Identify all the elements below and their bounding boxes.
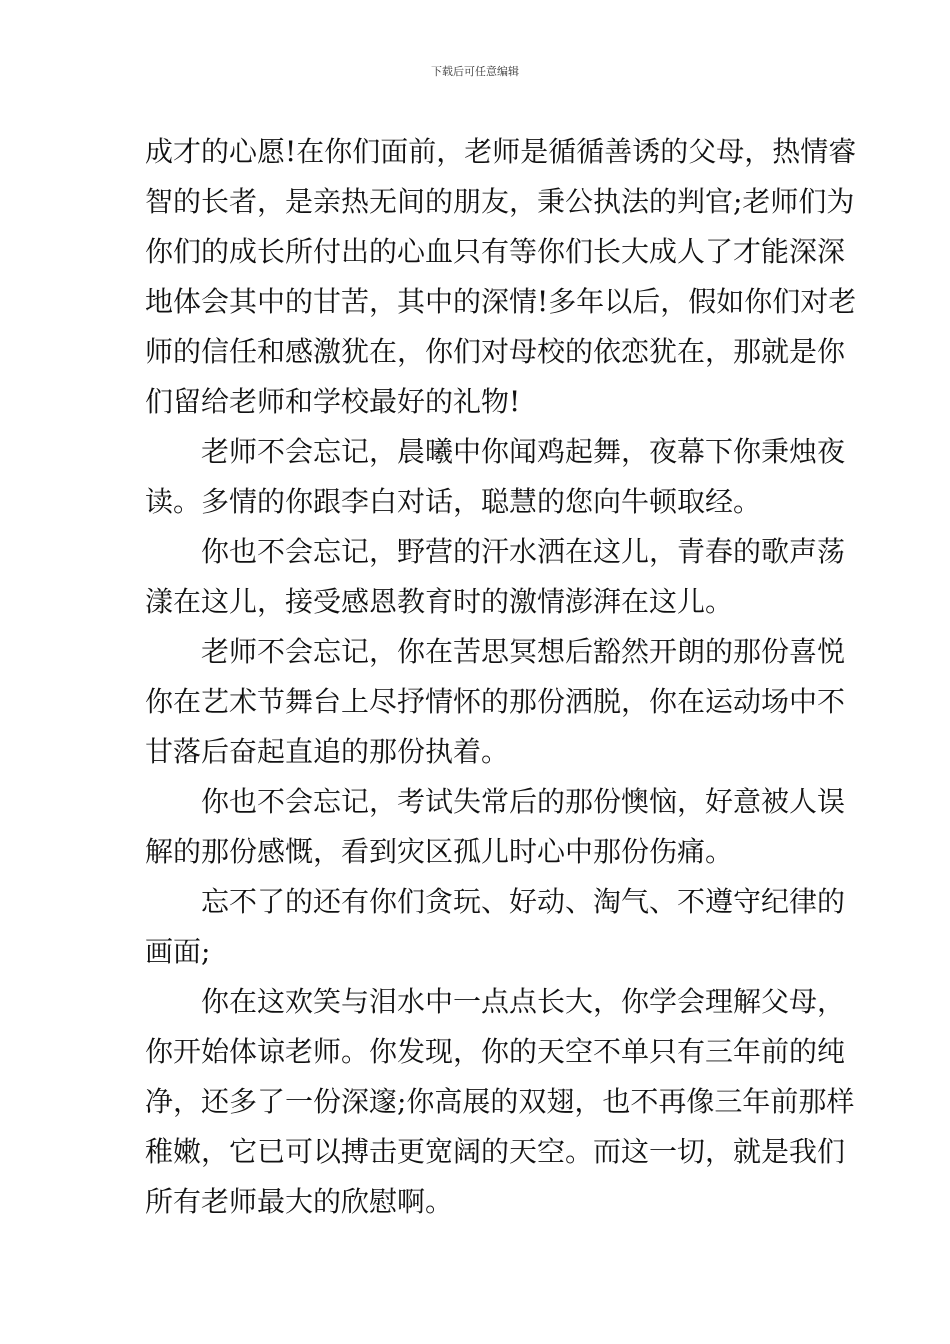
paragraph (145, 527, 846, 627)
text-line: 们留给老师和学校最好的礼物! (145, 385, 521, 418)
text-line: 你们的成长所付出的心血只有等你们长大成人了才能深深 (145, 235, 846, 268)
text-line: 你在这欢笑与泪水中一点点长大，你学会理解父母， (201, 985, 846, 1018)
text-line: 成才的心愿!在你们面前，老师是循循善诱的父母，热情睿 (145, 135, 857, 168)
paragraph (145, 977, 855, 1227)
text-line: 读。多情的你跟李白对话，聪慧的您向牛顿取经。 (145, 485, 762, 518)
text-line: 解的那份感慨，看到灾区孤儿时心中那份伤痛。 (145, 835, 734, 868)
text-line: 你在艺术节舞台上尽抒情怀的那份洒脱，你在运动场中不 (145, 685, 846, 718)
text-line: 师的信任和感激犹在，你们对母校的依恋犹在，那就是你 (145, 335, 846, 368)
text-line: 画面; (145, 935, 211, 968)
text-line: 智的长者，是亲热无间的朋友，秉公执法的判官;老师们为 (145, 185, 855, 218)
paragraph (145, 427, 846, 527)
text-line: 老师不会忘记，你在苦思冥想后豁然开朗的那份喜悦 (201, 635, 846, 668)
text-line: 你也不会忘记，野营的汗水洒在这儿，青春的歌声荡 (201, 535, 846, 568)
text-line: 你开始体谅老师。你发现，你的天空不单只有三年前的纯 (145, 1035, 846, 1068)
text-line: 甘落后奋起直追的那份执着。 (145, 735, 510, 768)
text-line: 所有老师最大的欣慰啊。 (145, 1185, 454, 1218)
paragraph (145, 877, 846, 977)
text-line: 忘不了的还有你们贪玩、好动、淘气、不遵守纪律的 (201, 885, 846, 918)
text-line: 老师不会忘记，晨曦中你闻鸡起舞，夜幕下你秉烛夜 (201, 435, 846, 468)
text-line: 稚嫩，它已可以搏击更宽阔的天空。而这一切，就是我们 (145, 1135, 846, 1168)
text-line: 地体会其中的甘苦，其中的深情!多年以后，假如你们对老 (145, 285, 857, 318)
text-line: 漾在这儿，接受感恩教育时的激情澎湃在这儿。 (145, 585, 734, 618)
paragraph (145, 127, 857, 427)
page-header: 下载后可任意编辑 (431, 65, 519, 78)
document-body (145, 127, 857, 1227)
text-line: 净，还多了一份深邃;你高展的双翅，也不再像三年前那样 (145, 1085, 855, 1118)
paragraph (145, 627, 846, 777)
paragraph (145, 777, 846, 877)
text-line: 你也不会忘记，考试失常后的那份懊恼，好意被人误 (201, 785, 846, 818)
